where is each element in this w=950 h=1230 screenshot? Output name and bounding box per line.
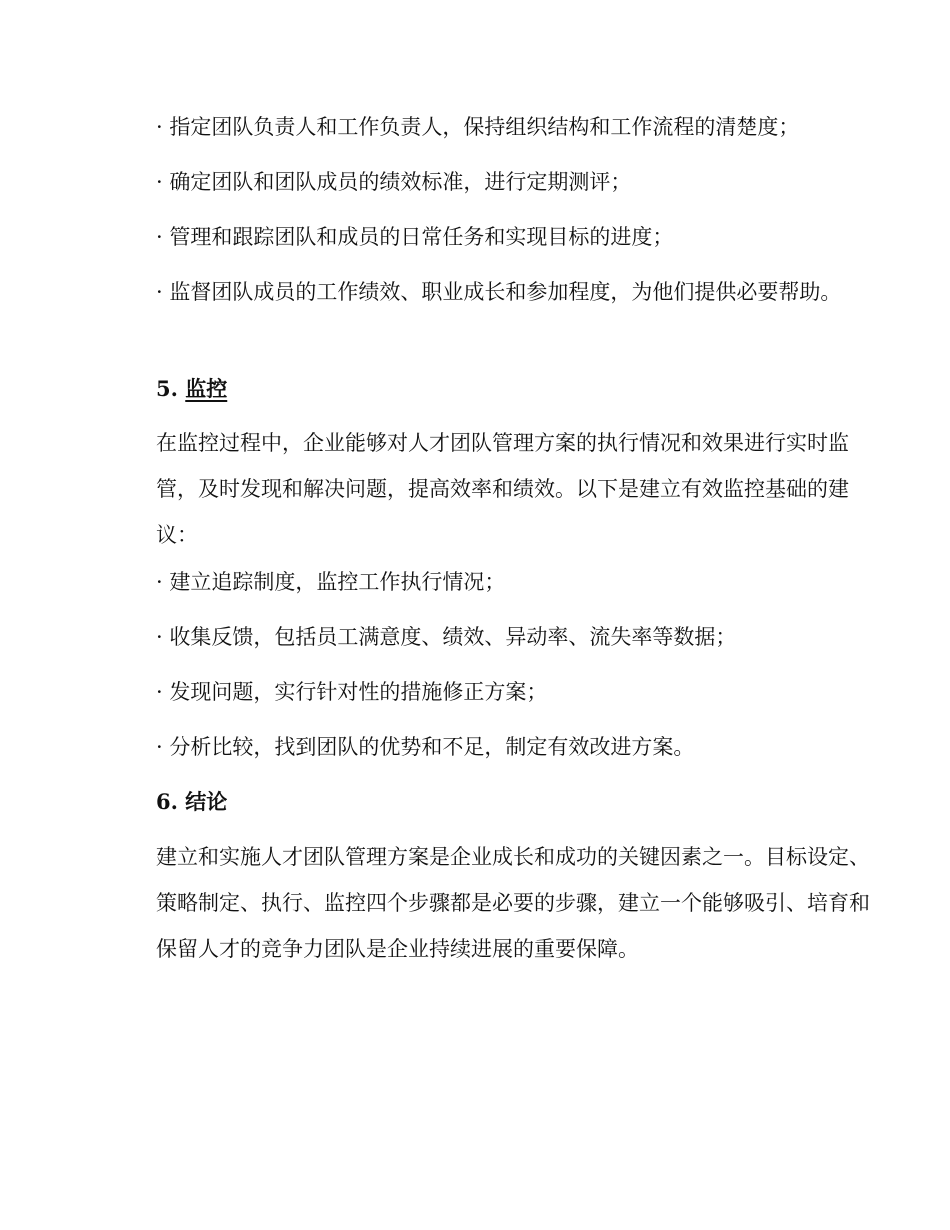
section-number: 6. — [156, 789, 178, 814]
section-intro-paragraph: 在监控过程中，企业能够对人才团队管理方案的执行情况和效果进行实时监管，及时发现和解决问题，提高效率和绩效。以下是建立有效监控基础的建议： — [156, 431, 849, 547]
bullet-item: · 管理和跟踪团队和成员的日常任务和实现目标的进度； — [156, 225, 674, 249]
section-number: 5. — [156, 376, 178, 401]
conclusion-paragraph: 建立和实施人才团队管理方案是企业成长和成功的关键因素之一。目标设定、策略制定、执行、监控四个步骤都是必要的步骤，建立一个能够吸引、培育和保留人才的竞争力团队是企业持续进展的重要保障。 — [156, 845, 870, 961]
bullet-item: · 监督团队成员的工作绩效、职业成长和参加程度，为他们提供必要帮助。 — [156, 280, 842, 304]
bullet-item: · 确定团队和团队成员的绩效标准，进行定期测评； — [156, 170, 632, 194]
bullet-item: · 分析比较，找到团队的优势和不足，制定有效改进方案。 — [156, 735, 695, 759]
section-heading-5 — [112, 366, 881, 412]
section-title: 监控 — [185, 376, 228, 401]
bullet-item: · 发现问题，实行针对性的措施修正方案； — [156, 680, 548, 704]
bullet-item: · 收集反馈，包括员工满意度、绩效、异动率、流失率等数据； — [156, 625, 737, 649]
bullet-item: · 建立追踪制度，监控工作执行情况； — [156, 570, 506, 594]
bullet-item: · 指定团队负责人和工作负责人，保持组织结构和工作流程的清楚度； — [156, 115, 800, 139]
section-heading-6 — [112, 779, 881, 825]
section-title: 结论 — [185, 789, 228, 814]
